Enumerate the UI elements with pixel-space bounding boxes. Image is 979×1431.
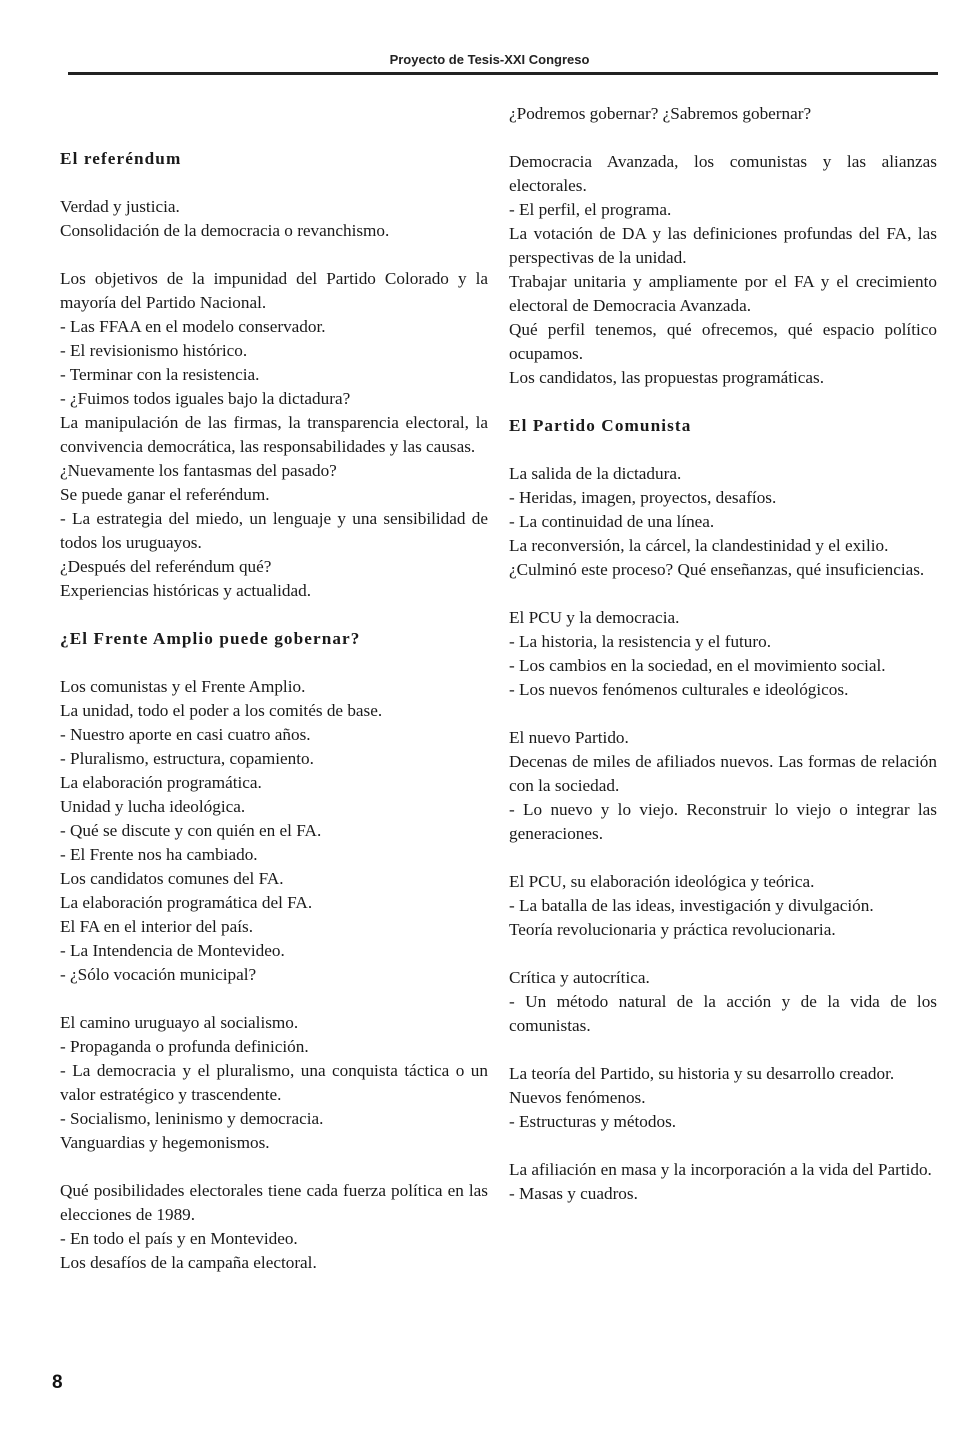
text-line: - Masas y cuadros. [509, 1184, 638, 1203]
text-line: Nuevos fenómenos. [509, 1088, 646, 1107]
text-line: ¿Nuevamente los fantasmas del pasado? [60, 461, 337, 480]
text-line: Los comunistas y el Frente Amplio. [60, 677, 306, 696]
text-line: Qué posibilidades electorales tiene cada fuerza política en las elecciones de 1989. [60, 1181, 488, 1224]
paragraph-block [509, 462, 937, 582]
text-line: - ¿Sólo vocación municipal? [60, 965, 257, 984]
paragraph-block [60, 1179, 488, 1275]
text-line: - En todo el país y en Montevideo. [60, 1229, 298, 1248]
text-line: - La batalla de las ideas, investigación y divulgación. [509, 896, 874, 915]
text-line: - La Intendencia de Montevideo. [60, 941, 285, 960]
text-line: La afiliación en masa y la incorporación a la vida del Partido. [509, 1160, 932, 1179]
section-referendum [60, 147, 488, 603]
text-line: El nuevo Partido. [509, 728, 629, 747]
text-line: El camino uruguayo al socialismo. [60, 1013, 299, 1032]
paragraph-block [60, 1011, 488, 1155]
text-line: - Pluralismo, estructura, copamiento. [60, 749, 314, 768]
section-heading: El referéndum [60, 149, 182, 168]
text-line: Democracia Avanzada, los comunistas y las alianzas electorales. [509, 152, 937, 195]
left-column [60, 147, 488, 1299]
text-line: - ¿Fuimos todos iguales bajo la dictadura? [60, 389, 351, 408]
text-line: Unidad y lucha ideológica. [60, 797, 246, 816]
text-line: ¿Culminó este proceso? Qué enseñanzas, qué insuficiencias. [509, 560, 925, 579]
text-line: - Socialismo, leninismo y democracia. [60, 1109, 324, 1128]
section-frente-amplio [60, 627, 488, 1275]
text-line: Verdad y justicia. [60, 197, 180, 216]
text-line: Crítica y autocrítica. [509, 968, 650, 987]
section-heading: El Partido Comunista [509, 416, 692, 435]
text-line: - Estructuras y métodos. [509, 1112, 677, 1131]
text-line: Trabajar unitaria y ampliamente por el FA y el crecimiento electoral de Democracia Avanzada. [509, 272, 937, 315]
text-line: La salida de la dictadura. [509, 464, 682, 483]
text-line: La votación de DA y las definiciones profundas del FA, las perspectivas de la unidad. [509, 224, 937, 267]
text-line: El PCU, su elaboración ideológica y teórica. [509, 872, 815, 891]
text-line: Los candidatos, las propuestas programáticas. [509, 368, 825, 387]
paragraph-block [509, 1158, 937, 1206]
text-line: - Propaganda o profunda definición. [60, 1037, 309, 1056]
right-column [509, 102, 937, 1230]
text-line: - Las FFAA en el modelo conservador. [60, 317, 326, 336]
text-line: Se puede ganar el referéndum. [60, 485, 270, 504]
text-line: ¿Después del referéndum qué? [60, 557, 272, 576]
text-line: Los desafíos de la campaña electoral. [60, 1253, 317, 1272]
text-line: - La continuidad de una línea. [509, 512, 715, 531]
text-line: Teoría revolucionaria y práctica revolucionaria. [509, 920, 836, 939]
text-line: - Nuestro aporte en casi cuatro años. [60, 725, 311, 744]
text-line: Los candidatos comunes del FA. [60, 869, 284, 888]
section-partido-comunista [509, 414, 937, 1206]
text-line: - Los nuevos fenómenos culturales e ideológicos. [509, 680, 849, 699]
text-line: El PCU y la democracia. [509, 608, 680, 627]
paragraph-block [509, 726, 937, 846]
paragraph-block [509, 966, 937, 1038]
text-line: Vanguardias y hegemonismos. [60, 1133, 270, 1152]
text-line: - Terminar con la resistencia. [60, 365, 260, 384]
paragraph-block [509, 870, 937, 942]
text-line: - La historia, la resistencia y el futuro. [509, 632, 772, 651]
page-number: 8 [52, 1372, 63, 1393]
text-line: La manipulación de las firmas, la transparencia electoral, la convivencia democrática, las responsabilidades y las causas. [60, 413, 488, 456]
text-line: Consolidación de la democracia o revanchismo. [60, 221, 390, 240]
text-line: - La estrategia del miedo, un lenguaje y una sensibilidad de todos los uruguayos. [60, 509, 488, 552]
paragraph-block [509, 606, 937, 702]
page-header: Proyecto de Tesis-XXI Congreso [389, 52, 590, 67]
text-line: - Los cambios en la sociedad, en el movimiento social. [509, 656, 886, 675]
text-line: La unidad, todo el poder a los comités de base. [60, 701, 383, 720]
paragraph-block [60, 195, 488, 243]
text-line: - El perfil, el programa. [509, 200, 672, 219]
text-line: La elaboración programática del FA. [60, 893, 313, 912]
text-line: La teoría del Partido, su historia y su desarrollo creador. [509, 1064, 895, 1083]
text-line: - Heridas, imagen, proyectos, desafíos. [509, 488, 777, 507]
text-line: La elaboración programática. [60, 773, 262, 792]
text-line: - Qué se discute y con quién en el FA. [60, 821, 322, 840]
section-heading: ¿El Frente Amplio puede gobernar? [60, 629, 361, 648]
paragraph-block [60, 675, 488, 987]
header-rule [68, 72, 938, 75]
text-line: - La democracia y el pluralismo, una conquista táctica o un valor estratégico y trascendente. [60, 1061, 488, 1104]
text-line: Qué perfil tenemos, qué ofrecemos, qué espacio político ocupamos. [509, 320, 937, 363]
text-line: ¿Podremos gobernar? ¿Sabremos gobernar? [509, 104, 812, 123]
paragraph-block [60, 267, 488, 603]
text-line: El FA en el interior del país. [60, 917, 253, 936]
text-line: - El revisionismo histórico. [60, 341, 248, 360]
paragraph-block [509, 150, 937, 390]
paragraph-block [509, 1062, 937, 1134]
text-line: Los objetivos de la impunidad del Partido Colorado y la mayoría del Partido Nacional. [60, 269, 488, 312]
section-intro [509, 102, 937, 390]
text-line: - Un método natural de la acción y de la vida de los comunistas. [509, 992, 937, 1035]
text-line: Decenas de miles de afiliados nuevos. Las formas de relación con la sociedad. [509, 752, 937, 795]
text-line: La reconversión, la cárcel, la clandestinidad y el exilio. [509, 536, 889, 555]
text-line: - El Frente nos ha cambiado. [60, 845, 258, 864]
paragraph-block [509, 102, 937, 126]
text-line: Experiencias históricas y actualidad. [60, 581, 312, 600]
text-line: - Lo nuevo y lo viejo. Reconstruir lo viejo o integrar las generaciones. [509, 800, 937, 843]
